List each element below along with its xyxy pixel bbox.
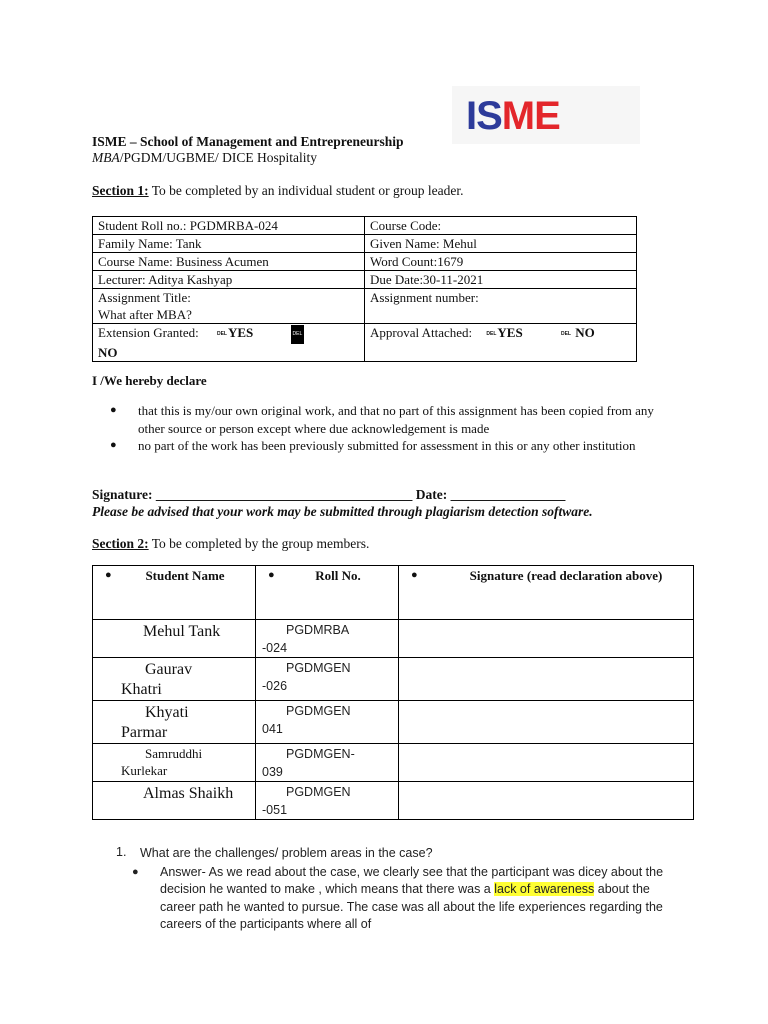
approval-yes-option[interactable]: YES: [497, 325, 523, 340]
section1-line: [92, 183, 463, 199]
family-name-cell: Family Name: Tank: [93, 235, 365, 253]
given-name-cell: Given Name: Mehul: [365, 235, 637, 253]
table-row: [93, 744, 694, 782]
group-members-table: [92, 565, 694, 820]
programs-italic: MBA: [92, 150, 120, 165]
extension-no-del-mark: DEL: [291, 325, 305, 344]
member-name: Khyati Parmar: [93, 701, 256, 744]
member-signature[interactable]: [399, 701, 694, 744]
course-name-cell: Course Name: Business Acumen: [93, 253, 365, 271]
roll-cell: Student Roll no.: PGDMRBA-024: [93, 217, 365, 235]
bullet-icon: ●: [268, 569, 275, 581]
bullet-icon: ●: [105, 569, 112, 581]
plagiarism-warning: Please be advised that your work may be submitted through plagiarism detection software.: [92, 504, 593, 519]
section2-text: To be completed by the group members.: [148, 536, 370, 551]
member-signature[interactable]: [399, 744, 694, 782]
signature-blank[interactable]: ______________________________________: [155, 487, 413, 502]
programs-rest: /PGDM/UGBME/ DICE Hospitality: [119, 150, 318, 165]
declaration-item: ● that this is my/our own original work, and that no part of this assignment has been copied from any other source or person except where due acknowledgement is made: [110, 403, 654, 436]
signature-header: ● Signature (read declaration above): [399, 566, 694, 620]
bullet-icon: ●: [411, 569, 418, 581]
table-row: [93, 782, 694, 820]
extension-label: Extension Granted:: [98, 325, 199, 340]
bullet-icon: ●: [132, 866, 139, 878]
programs-line: [92, 150, 317, 166]
question-text: What are the challenges/ problem areas in the case?: [140, 846, 433, 860]
table-row: [93, 701, 694, 744]
question-list: [116, 845, 696, 933]
lecturer-cell: Lecturer: Aditya Kashyap: [93, 271, 365, 289]
member-name: Mehul Tank: [93, 620, 256, 658]
assignment-title-cell: [93, 289, 365, 324]
member-roll: PGDMGEN- 039: [256, 744, 399, 782]
extension-cell: [93, 324, 365, 362]
signature-line: [92, 487, 565, 503]
bullet-icon: ●: [110, 404, 117, 416]
member-name: Samruddhi Kurlekar: [93, 744, 256, 782]
section2-label: Section 2:: [92, 536, 149, 551]
highlighted-text: lack of awareness: [494, 882, 595, 897]
assignment-title-label: Assignment Title:: [98, 290, 191, 305]
table-header-row: [93, 566, 694, 620]
assignment-title-value: What after MBA?: [98, 307, 192, 322]
school-title: ISME – School of Management and Entrepreneurship: [92, 134, 404, 149]
answer-paragraph: ● Answer- As we read about the case, we clearly see that the participant was dicey about the decision he wanted to make , which means that there was a lack of awareness about the career path he wanted to pursue. The case was all about the life experiences regarding the careers of the participants where all of: [132, 865, 664, 931]
declaration-list: [110, 402, 670, 455]
assignment-number-cell: Assignment number:: [365, 289, 637, 324]
declaration-item: ● no part of the work has been previously submitted for assessment in this or any other institution: [110, 438, 636, 453]
member-name: Almas Shaikh: [93, 782, 256, 820]
question-item: [116, 845, 696, 933]
section1-label: Section 1:: [92, 183, 149, 198]
member-name: Gaurav Khatri: [93, 658, 256, 701]
approval-yes-del-mark: DEL: [486, 330, 497, 337]
signature-label: Signature:: [92, 487, 153, 502]
bullet-icon: ●: [110, 439, 117, 451]
extension-yes-del-mark: DEL: [216, 330, 227, 337]
member-signature[interactable]: [399, 658, 694, 701]
member-signature[interactable]: [399, 782, 694, 820]
member-roll: PGDMGEN -051: [256, 782, 399, 820]
approval-cell: [365, 324, 637, 362]
course-code-cell: Course Code:: [365, 217, 637, 235]
date-label: Date:: [415, 487, 448, 502]
section1-text: To be completed by an individual student or group leader.: [148, 183, 464, 198]
student-name-header: ● Student Name: [93, 566, 256, 620]
member-signature[interactable]: [399, 620, 694, 658]
declaration-heading: I /We hereby declare: [92, 373, 207, 388]
approval-no-del-mark: DEL: [560, 330, 571, 337]
member-roll: PGDMRBA -024: [256, 620, 399, 658]
word-count-cell: Word Count:1679: [365, 253, 637, 271]
question-number: 1.: [116, 845, 127, 859]
student-info-table: [92, 216, 637, 362]
isme-logo: ISME: [466, 94, 560, 138]
table-row: [93, 658, 694, 701]
date-blank[interactable]: _________________: [450, 487, 566, 502]
approval-no-option[interactable]: NO: [575, 325, 595, 340]
extension-yes-option[interactable]: YES: [227, 325, 254, 340]
section2-line: [92, 536, 369, 552]
member-roll: PGDMGEN -026: [256, 658, 399, 701]
table-row: [93, 620, 694, 658]
member-roll: PGDMGEN 041: [256, 701, 399, 744]
approval-label: Approval Attached:: [370, 325, 473, 340]
roll-no-header: ● Roll No.: [256, 566, 399, 620]
extension-no-option[interactable]: NO: [98, 344, 118, 360]
due-date-cell: Due Date:30-11-2021: [365, 271, 637, 289]
